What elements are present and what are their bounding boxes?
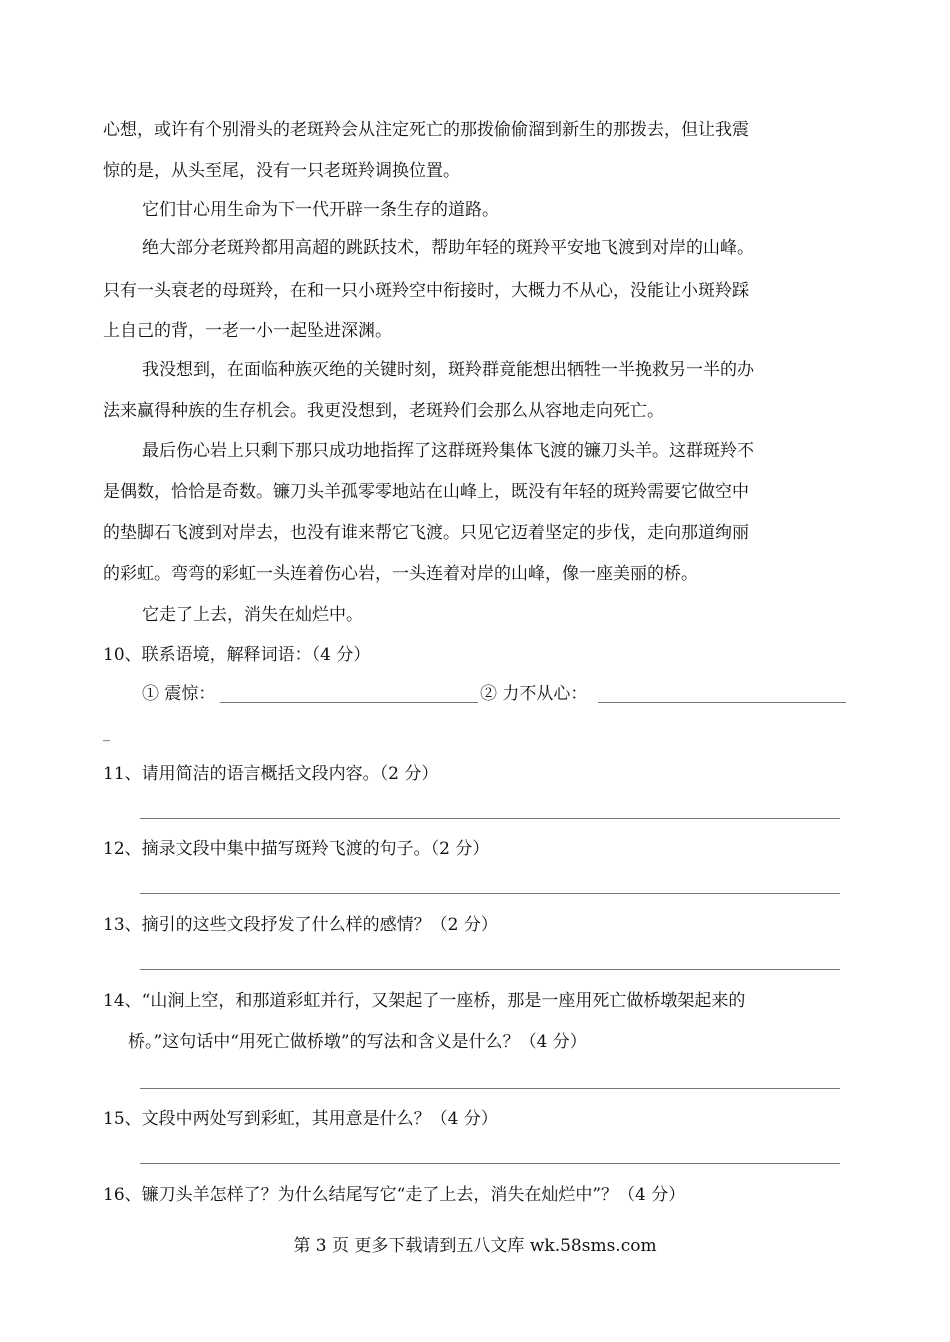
q10-word-2-answer-line[interactable] [598,702,846,703]
passage-line: 绝大部分老斑羚都用高超的跳跃技术，帮助年轻的斑羚平安地飞渡到对岸的山峰。 [142,238,754,258]
passage-line: 我没想到，在面临种族灭绝的关键时刻，斑羚群竟能想出牺牲一半挽救另一半的办 [142,360,754,380]
passage-line: 法来赢得种族的生存机会。我更没想到，老斑羚们会那么从容地走向死亡。 [103,401,664,421]
q12-answer-line[interactable] [140,893,840,894]
question-16: 16、镰刀头羊怎样了？为什么结尾写它“走了上去，消失在灿烂中”？（4 分） [103,1185,686,1205]
question-11: 11、请用简洁的语言概括文段内容。（2 分） [103,764,439,784]
passage-line: 它们甘心用生命为下一代开辟一条生存的道路。 [142,200,499,220]
passage-line: 最后伤心岩上只剩下那只成功地指挥了这群斑羚集体飞渡的镰刀头羊。这群斑羚不 [142,441,754,461]
page-footer: 第 3 页 更多下载请到五八文库 wk.58sms.com [293,1236,657,1256]
passage-line: 只有一头衰老的母斑羚，在和一只小斑羚空中衔接时，大概力不从心，没能让小斑羚踩 [103,281,749,301]
question-14-cont: 桥。”这句话中“用死亡做桥墩”的写法和含义是什么？（4 分） [128,1032,587,1052]
question-14: 14、“山涧上空，和那道彩虹并行，又架起了一座桥，那是一座用死亡做桥墩架起来的 [103,991,746,1011]
passage-line: 心想，或许有个别滑头的老斑羚会从注定死亡的那拨偷偷溜到新生的那拨去，但让我震 [103,120,749,140]
q14-answer-line[interactable] [140,1088,840,1089]
passage-line: 是偶数，恰恰是奇数。镰刀头羊孤零零地站在山峰上，既没有年轻的斑羚需要它做空中 [103,482,749,502]
question-10: 10、联系语境，解释词语：（4 分） [103,645,371,665]
passage-line: 惊的是，从头至尾，没有一只老斑羚调换位置。 [103,161,460,181]
question-13: 13、摘引的这些文段抒发了什么样的感情？（2 分） [103,915,498,935]
passage-line: 上自己的背，一老一小一起坠进深渊。 [103,321,392,341]
passage-line: 的垫脚石飞渡到对岸去，也没有谁来帮它飞渡。只见它迈着坚定的步伐，走向那道绚丽 [103,523,749,543]
question-12: 12、摘录文段中集中描写斑羚飞渡的句子。（2 分） [103,839,490,859]
passage-line: 的彩虹。弯弯的彩虹一头连着伤心岩，一头连着对岸的山峰，像一座美丽的桥。 [103,564,698,584]
q15-answer-line[interactable] [140,1163,840,1164]
q10-word-1-answer-line[interactable] [220,702,478,703]
question-15: 15、文段中两处写到彩虹，其用意是什么？（4 分） [103,1109,498,1129]
q10-tail-mark: _ [103,726,110,742]
q10-word-1-label: ① 震惊： [142,684,216,704]
q11-answer-line[interactable] [140,818,840,819]
q13-answer-line[interactable] [140,969,840,970]
passage-line: 它走了上去，消失在灿烂中。 [142,605,363,625]
q10-word-2-label: ② 力不从心： [480,684,588,704]
